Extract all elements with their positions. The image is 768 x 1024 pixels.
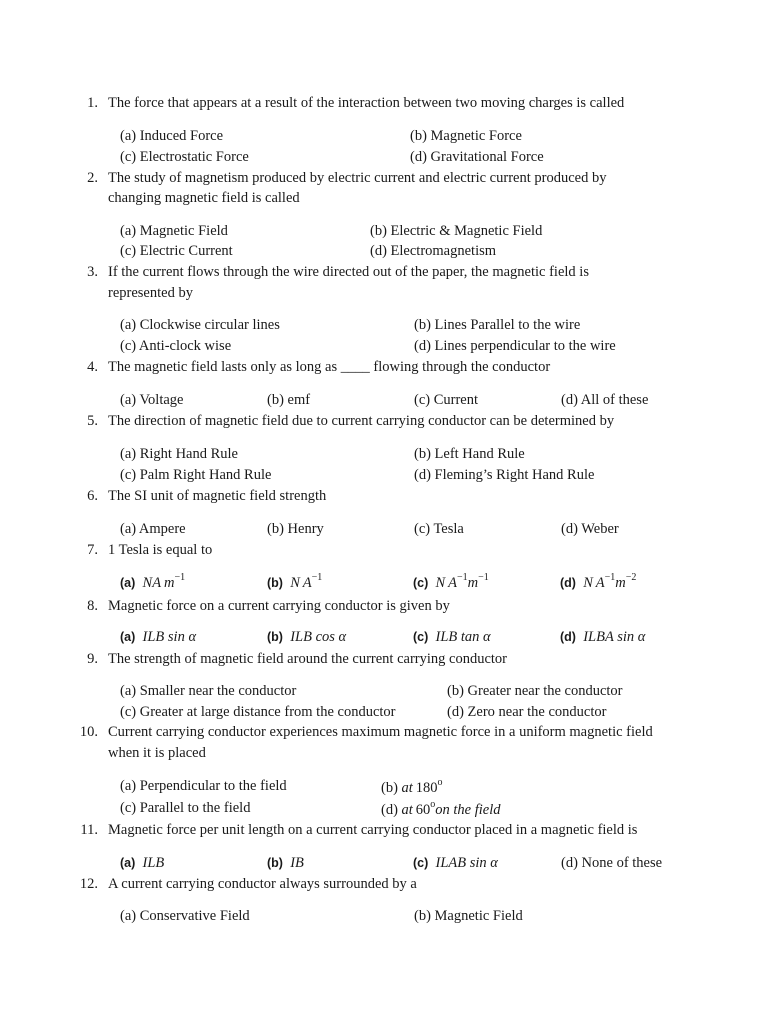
option-c: (c) Greater at large distance from the conductor bbox=[120, 704, 396, 720]
option-c: (c) N $A^{-1}m^{-1}$ bbox=[413, 572, 489, 591]
option-a: (a) Clockwise circular lines bbox=[120, 317, 280, 333]
option-label: (b) bbox=[267, 576, 283, 590]
question-text: 1 Tesla is equal to bbox=[108, 542, 213, 558]
option-a: (a) Magnetic Field bbox=[120, 223, 228, 239]
option-c: (c) Tesla bbox=[414, 521, 464, 537]
question-text: Current carrying conductor experiences maximum magnetic force in a uniform magnetic field bbox=[108, 724, 653, 740]
option-formula: ILB cos α bbox=[290, 629, 347, 645]
option-b: (b) at 180$^o$ bbox=[381, 777, 443, 796]
question-number: 10. bbox=[79, 724, 98, 740]
option-c: (c) Parallel to the field bbox=[120, 800, 251, 816]
option-b: (b) Left Hand Rule bbox=[414, 446, 525, 462]
option-a: (a) Right Hand Rule bbox=[120, 446, 238, 462]
question-number: 6. bbox=[87, 488, 98, 504]
option-d: (d) Electromagnetism bbox=[370, 243, 497, 259]
option-c: (c) Electrostatic Force bbox=[120, 149, 249, 165]
option-b: (b) Magnetic Field bbox=[414, 908, 523, 924]
option-a bbox=[120, 854, 164, 872]
option-d: (d) Gravitational Force bbox=[410, 149, 544, 165]
question-text: The study of magnetism produced by electric current and electric current produced by bbox=[108, 170, 607, 186]
option-c: (c) Electric Current bbox=[120, 243, 233, 259]
question-number: 8. bbox=[87, 598, 98, 614]
question-text: when it is placed bbox=[108, 745, 206, 761]
option-formula: IB bbox=[290, 855, 304, 871]
option-c: (c) Palm Right Hand Rule bbox=[120, 467, 272, 483]
option-label: (c) bbox=[413, 856, 429, 870]
option-label: (b) bbox=[267, 856, 283, 870]
question-number: 7. bbox=[87, 542, 98, 558]
question-text: The force that appears at a result of the interaction between two moving charges is called bbox=[108, 95, 625, 111]
option-d: (d) Zero near the conductor bbox=[447, 704, 607, 720]
option-formula: ILB sin α bbox=[142, 629, 197, 645]
option-label: (b) bbox=[381, 780, 398, 796]
option-b: (b) Greater near the conductor bbox=[447, 683, 623, 699]
option-a: (a) Conservative Field bbox=[120, 908, 250, 924]
question-number: 2. bbox=[87, 170, 98, 186]
option-d: (d) All of these bbox=[561, 392, 649, 408]
question-text: The direction of magnetic field due to current carrying conductor can be determined by bbox=[108, 413, 615, 429]
question-number: 3. bbox=[87, 264, 98, 280]
option-d bbox=[560, 628, 645, 646]
option-label: (a) bbox=[120, 630, 136, 644]
option-formula: ILBA sin α bbox=[583, 629, 646, 645]
question-text: If the current flows through the wire directed out of the paper, the magnetic field is bbox=[108, 264, 589, 280]
question-number: 12. bbox=[79, 876, 98, 892]
question-text: A current carrying conductor always surrounded by a bbox=[108, 876, 417, 892]
question-number: 11. bbox=[80, 822, 98, 838]
option-d: (d) Lines perpendicular to the wire bbox=[414, 338, 616, 354]
option-a: (a) Smaller near the conductor bbox=[120, 683, 297, 699]
option-a: (a) Ampere bbox=[120, 521, 186, 537]
option-label: (c) bbox=[413, 630, 429, 644]
option-formula: ILAB sin α bbox=[435, 855, 498, 871]
question-text: The magnetic field lasts only as long as ____ flowing through the conductor bbox=[108, 359, 551, 375]
option-d: (d) Fleming’s Right Hand Rule bbox=[414, 467, 595, 483]
option-a: (a) Perpendicular to the field bbox=[120, 778, 287, 794]
option-b: (b) emf bbox=[267, 392, 311, 408]
option-formula: ILB tan α bbox=[435, 629, 491, 645]
question-number: 4. bbox=[87, 359, 98, 375]
option-d: (d) at 60$^o$on the field bbox=[381, 799, 501, 818]
option-b: (b) Magnetic Force bbox=[410, 128, 522, 144]
option-d: (d) None of these bbox=[561, 855, 663, 871]
option-b: (b) Electric & Magnetic Field bbox=[370, 223, 543, 239]
option-d: (d) N $A^{-1}m^{-2}$ bbox=[560, 572, 637, 591]
option-d: (d) Weber bbox=[561, 521, 619, 537]
option-a: (a) Induced Force bbox=[120, 128, 224, 144]
question-number: 5. bbox=[87, 413, 98, 429]
question-text: The strength of magnetic field around the current carrying conductor bbox=[108, 651, 507, 667]
option-b bbox=[267, 854, 304, 872]
option-formula: ILB bbox=[142, 855, 165, 871]
option-b bbox=[267, 628, 346, 646]
option-c bbox=[413, 854, 498, 872]
question-text: Magnetic force per unit length on a current carrying conductor placed in a magnetic field is bbox=[108, 822, 638, 838]
option-label: (d) bbox=[560, 576, 576, 590]
question-number: 1. bbox=[87, 95, 98, 111]
option-label: (b) bbox=[267, 630, 283, 644]
option-b: (b) Lines Parallel to the wire bbox=[414, 317, 581, 333]
option-c: (c) Current bbox=[414, 392, 479, 408]
question-text: The SI unit of magnetic field strength bbox=[108, 488, 327, 504]
option-a bbox=[120, 628, 196, 646]
option-label: (a) bbox=[120, 856, 136, 870]
option-label: (d) bbox=[560, 630, 576, 644]
option-label: (a) bbox=[120, 576, 136, 590]
question-text: changing magnetic field is called bbox=[108, 190, 300, 206]
option-c: (c) Anti-clock wise bbox=[120, 338, 232, 354]
option-b: (b) N $A^{-1}$ bbox=[267, 572, 323, 591]
option-label: (d) bbox=[381, 802, 398, 818]
option-c bbox=[413, 628, 491, 646]
question-text: represented by bbox=[108, 285, 193, 301]
option-a: (a) NA $m^{-1}$ bbox=[120, 572, 186, 591]
question-text: Magnetic force on a current carrying conductor is given by bbox=[108, 598, 450, 614]
option-label: (c) bbox=[413, 576, 429, 590]
option-b: (b) Henry bbox=[267, 521, 324, 537]
question-number: 9. bbox=[87, 651, 98, 667]
option-a: (a) Voltage bbox=[120, 392, 184, 408]
